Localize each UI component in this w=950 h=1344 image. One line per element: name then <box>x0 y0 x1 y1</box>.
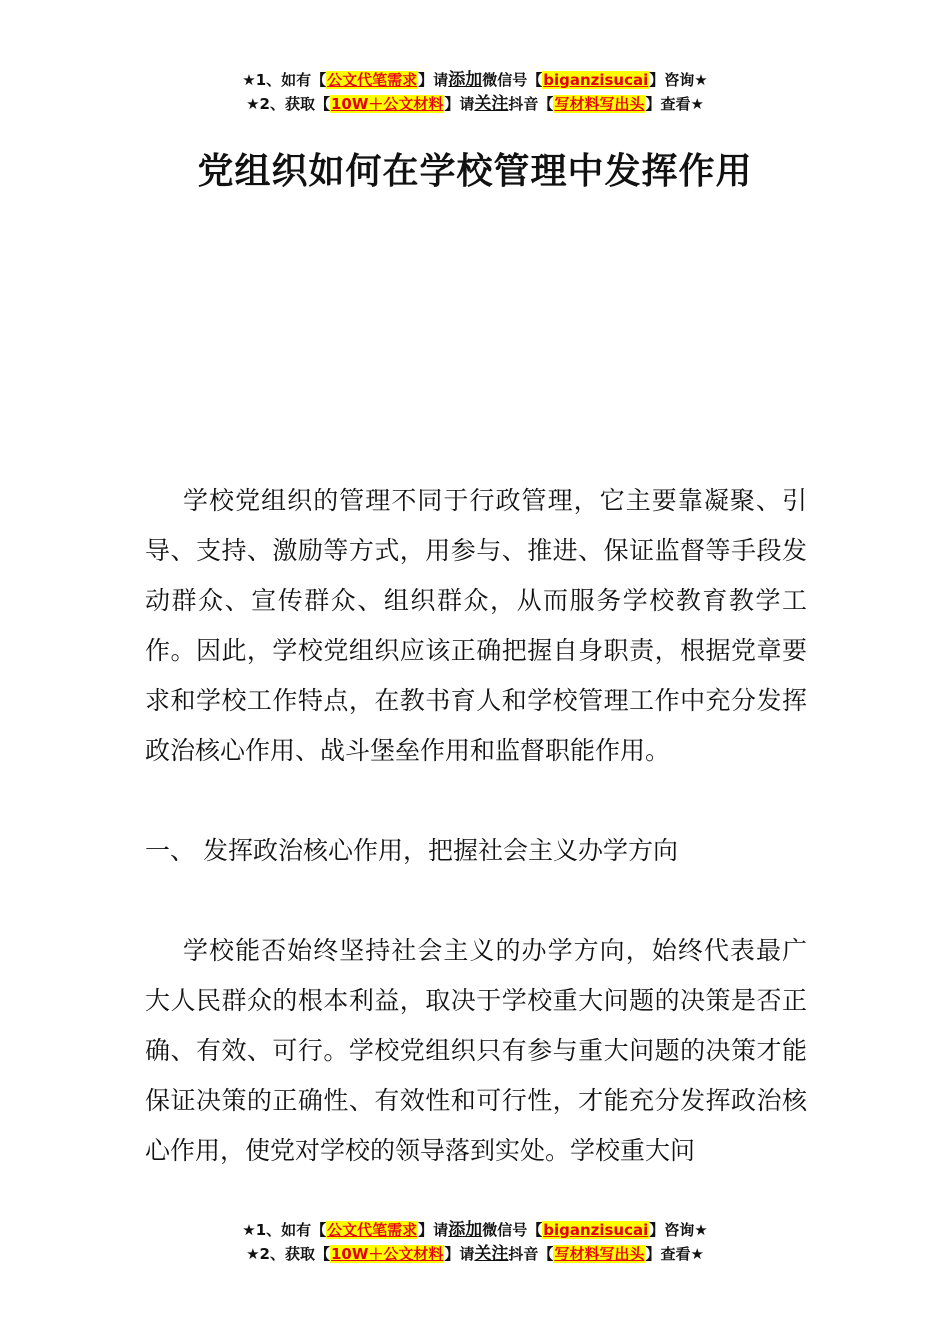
banner-text: ★1、如有【 <box>242 1221 327 1239</box>
banner-highlight-materials: 10W＋公文材料 <box>330 95 444 113</box>
banner-highlight-service: 公文代笔需求 <box>327 71 418 89</box>
banner-emphasis: 添加 <box>448 70 483 90</box>
banner-emphasis: 添加 <box>448 1220 483 1240</box>
banner-highlight-douyin: 写材料写出头 <box>554 95 645 113</box>
banner-text: 抖音【 <box>508 95 554 113</box>
section-heading: 一、 发挥政治核心作用，把握社会主义办学方向 <box>145 836 678 865</box>
banner-text: 】咨询★ <box>649 1221 708 1239</box>
paragraph-spacer <box>145 876 807 926</box>
banner-line-2 <box>0 1242 950 1266</box>
banner-emphasis: 关注 <box>474 1244 509 1264</box>
banner-highlight-wechat-id: biganzisucai <box>543 1221 649 1239</box>
banner-text: ★2、获取【 <box>246 95 330 113</box>
banner-text: ★2、获取【 <box>246 1245 330 1263</box>
top-banner <box>0 68 950 116</box>
banner-text: 】咨询★ <box>649 71 708 89</box>
document-title: 党组织如何在学校管理中发挥作用 <box>197 151 753 192</box>
banner-line-1 <box>0 68 950 92</box>
banner-text: 】请 <box>444 95 475 113</box>
banner-text: 微信号【 <box>482 1221 543 1239</box>
banner-highlight-wechat-id: biganzisucai <box>543 71 649 89</box>
banner-highlight-materials: 10W＋公文材料 <box>330 1245 444 1263</box>
bottom-banner <box>0 1218 950 1266</box>
banner-text: 】请 <box>418 1221 449 1239</box>
banner-emphasis: 关注 <box>474 94 509 114</box>
banner-text: 微信号【 <box>482 71 543 89</box>
banner-line-2 <box>0 92 950 116</box>
banner-text: 】查看★ <box>645 1245 704 1263</box>
paragraph-spacer <box>145 776 807 826</box>
intro-paragraph: 学校党组织的管理不同于行政管理，它主要靠凝聚、引导、支持、激励等方式，用参与、推进、保证监督等手段发动群众、宣传群众、组织群众，从而服务学校教育教学工作。因此，学校党组织应该正确把握自身职责，根据党章要求和学校工作特点，在教书育人和学校管理工作中充分发挥政治核心作用、战斗堡垒作用和监督职能作用。 <box>145 486 807 765</box>
banner-highlight-douyin: 写材料写出头 <box>554 1245 645 1263</box>
banner-text: ★1、如有【 <box>242 71 327 89</box>
banner-text: 】请 <box>418 71 449 89</box>
banner-line-1 <box>0 1218 950 1242</box>
banner-text: 】查看★ <box>645 95 704 113</box>
banner-highlight-service: 公文代笔需求 <box>327 1221 418 1239</box>
document-body <box>145 476 807 1176</box>
banner-text: 】请 <box>444 1245 475 1263</box>
banner-text: 抖音【 <box>508 1245 554 1263</box>
section-paragraph: 学校能否始终坚持社会主义的办学方向，始终代表最广大人民群众的根本利益，取决于学校重大问题的决策是否正确、有效、可行。学校党组织只有参与重大问题的决策才能保证决策的正确性、有效性和可行性，才能充分发挥政治核心作用，使党对学校的领导落到实处。学校重大问 <box>145 936 807 1165</box>
